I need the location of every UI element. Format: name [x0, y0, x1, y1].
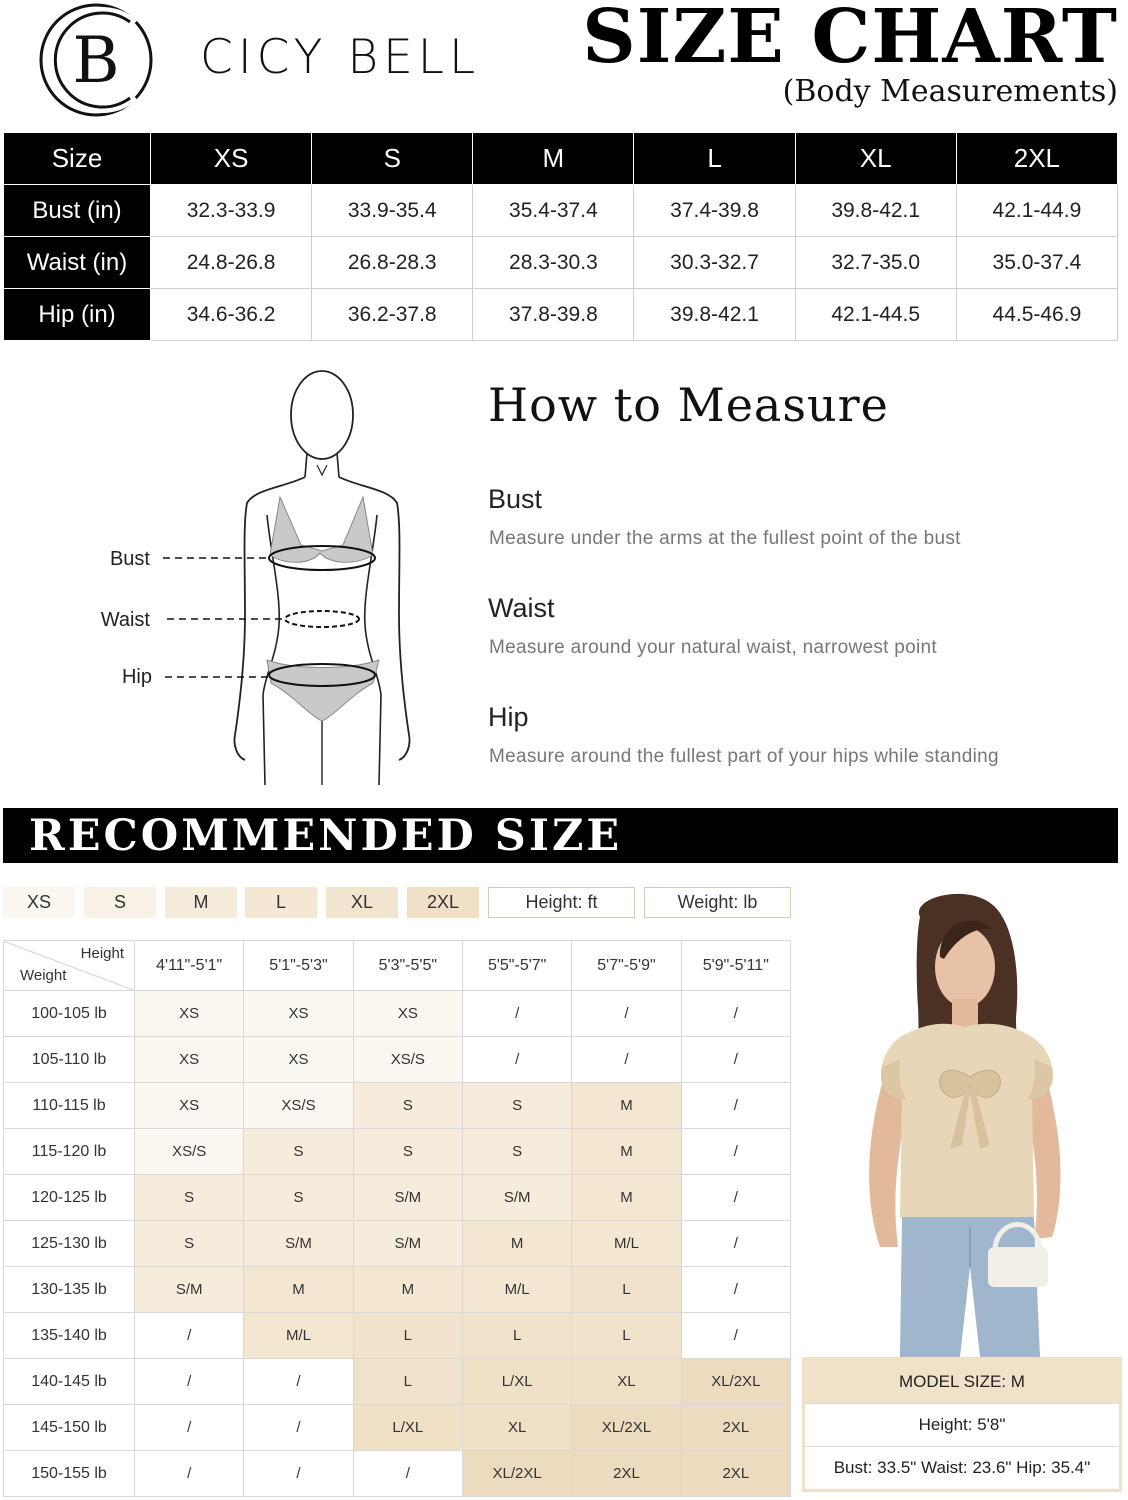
size-cell: /	[681, 1221, 790, 1267]
size-cell: S/M	[353, 1175, 462, 1221]
size-header: 2XL	[956, 133, 1117, 185]
measurement-cell: 32.7-35.0	[795, 237, 956, 289]
table-row	[4, 1175, 791, 1221]
legend-m: M	[165, 887, 237, 918]
size-cell: XL/2XL	[681, 1359, 790, 1405]
size-cell: /	[135, 1405, 244, 1451]
measurement-cell: 35.4-37.4	[473, 185, 634, 237]
size-cell: S	[353, 1129, 462, 1175]
size-cell: /	[244, 1405, 353, 1451]
waist-row	[4, 237, 1118, 289]
height-header: 5'1"-5'3"	[244, 941, 353, 991]
size-cell: /	[572, 1037, 681, 1083]
weight-label: 145-150 lb	[4, 1405, 135, 1451]
size-cell: M/L	[244, 1313, 353, 1359]
height-header: 5'7"-5'9"	[572, 941, 681, 991]
figure-label-bust: Bust	[109, 548, 150, 570]
height-header-row	[4, 941, 791, 991]
size-cell: XS/S	[353, 1037, 462, 1083]
size-header: XS	[151, 133, 312, 185]
row-label: Waist (in)	[4, 237, 151, 289]
how-to-measure-title: How to Measure	[488, 378, 889, 432]
size-cell: S	[244, 1129, 353, 1175]
measurement-cell: 24.8-26.8	[151, 237, 312, 289]
measurement-cell: 36.2-37.8	[312, 289, 473, 341]
measurement-cell: 39.8-42.1	[795, 185, 956, 237]
size-cell: XL/2XL	[462, 1451, 571, 1497]
row-label: Bust (in)	[4, 185, 151, 237]
measurement-cell: 28.3-30.3	[473, 237, 634, 289]
size-cell: S	[462, 1083, 571, 1129]
size-cell: L	[353, 1313, 462, 1359]
size-cell: M/L	[572, 1221, 681, 1267]
size-cell: L	[462, 1313, 571, 1359]
legend-s: S	[84, 887, 156, 918]
hip-row	[4, 289, 1118, 341]
size-cell: /	[681, 1083, 790, 1129]
size-cell: M	[353, 1267, 462, 1313]
size-cell: XL	[572, 1359, 681, 1405]
recommended-size-title: RECOMMENDED SIZE	[29, 811, 623, 861]
size-cell: XS/S	[135, 1129, 244, 1175]
size-cell: S	[135, 1175, 244, 1221]
table-row	[4, 991, 791, 1037]
size-header: XL	[795, 133, 956, 185]
measure-hip-desc: Measure around the fullest part of your hips while standing	[489, 746, 999, 767]
logo-letter: B	[72, 24, 120, 98]
figure-label-waist: Waist	[100, 609, 150, 631]
legend-2xl: 2XL	[407, 887, 479, 918]
table-row	[4, 1037, 791, 1083]
table-row	[4, 1451, 791, 1497]
size-header: S	[312, 133, 473, 185]
weight-label: 120-125 lb	[4, 1175, 135, 1221]
table-row	[4, 1359, 791, 1405]
size-cell: 2XL	[681, 1451, 790, 1497]
weight-label: 150-155 lb	[4, 1451, 135, 1497]
height-axis-label: Height	[80, 945, 124, 962]
legend-xl: XL	[326, 887, 398, 918]
size-cell: L	[572, 1267, 681, 1313]
weight-label: 100-105 lb	[4, 991, 135, 1037]
size-cell: XL	[462, 1405, 571, 1451]
size-cell: L	[353, 1359, 462, 1405]
recommended-size-table	[3, 940, 791, 1497]
table-row	[4, 1221, 791, 1267]
size-cell: XS	[244, 991, 353, 1037]
size-cell: /	[244, 1359, 353, 1405]
model-photo	[820, 887, 1120, 1357]
measure-waist-desc: Measure around your natural waist, narrowest point	[489, 637, 938, 658]
size-cell: L/XL	[462, 1359, 571, 1405]
figure-label-hip: Hip	[121, 666, 152, 688]
size-cell: S	[135, 1221, 244, 1267]
size-cell: XS/S	[244, 1083, 353, 1129]
size-chart-table	[3, 132, 1118, 341]
measure-waist-heading: Waist	[488, 593, 555, 623]
size-cell: S/M	[244, 1221, 353, 1267]
weight-axis-label: Weight	[20, 967, 67, 984]
size-cell: /	[462, 1037, 571, 1083]
measurement-cell: 26.8-28.3	[312, 237, 473, 289]
size-cell: L/XL	[353, 1405, 462, 1451]
size-cell: /	[681, 1175, 790, 1221]
height-header: 5'5"-5'7"	[462, 941, 571, 991]
size-cell: S/M	[353, 1221, 462, 1267]
size-cell: 2XL	[572, 1451, 681, 1497]
measure-bust-heading: Bust	[488, 484, 543, 514]
size-header: Size	[4, 133, 151, 185]
model-height: Height: 5'8"	[805, 1403, 1119, 1446]
size-cell: XL/2XL	[572, 1405, 681, 1451]
size-cell: /	[681, 991, 790, 1037]
height-header: 5'3"-5'5"	[353, 941, 462, 991]
corner-header	[4, 941, 135, 991]
size-cell: S/M	[135, 1267, 244, 1313]
brand-name: CICY BELL	[200, 30, 481, 85]
size-cell: /	[135, 1313, 244, 1359]
measurement-cell: 44.5-46.9	[956, 289, 1117, 341]
weight-label: 135-140 lb	[4, 1313, 135, 1359]
size-cell: XS	[353, 991, 462, 1037]
size-cell: /	[681, 1129, 790, 1175]
measurement-cell: 37.4-39.8	[634, 185, 795, 237]
table-row	[4, 1313, 791, 1359]
brand-logo	[38, 2, 156, 118]
size-cell: XS	[135, 1037, 244, 1083]
size-cell: XS	[135, 991, 244, 1037]
row-label: Hip (in)	[4, 289, 151, 341]
legend-xs: XS	[3, 887, 75, 918]
table-row	[4, 1129, 791, 1175]
size-cell: XS	[244, 1037, 353, 1083]
size-cell: S	[244, 1175, 353, 1221]
weight-label: 115-120 lb	[4, 1129, 135, 1175]
size-cell: M	[244, 1267, 353, 1313]
measurement-cell: 42.1-44.5	[795, 289, 956, 341]
size-cell: /	[135, 1451, 244, 1497]
size-cell: 2XL	[681, 1405, 790, 1451]
size-cell: M/L	[462, 1267, 571, 1313]
height-header: 4'11"-5'1"	[135, 941, 244, 991]
size-cell: /	[462, 991, 571, 1037]
size-cell: /	[135, 1359, 244, 1405]
legend-weight: Weight: lb	[644, 887, 791, 918]
size-cell: /	[681, 1313, 790, 1359]
weight-label: 125-130 lb	[4, 1221, 135, 1267]
size-cell: /	[572, 991, 681, 1037]
model-measurements: Bust: 33.5" Waist: 23.6" Hip: 35.4"	[805, 1446, 1119, 1489]
size-cell: M	[572, 1129, 681, 1175]
size-cell: S	[353, 1083, 462, 1129]
page-subtitle: (Body Measurements)	[782, 74, 1118, 109]
weight-label: 105-110 lb	[4, 1037, 135, 1083]
recommended-size-bar	[3, 808, 1118, 863]
size-cell: /	[681, 1037, 790, 1083]
size-header: M	[473, 133, 634, 185]
table-row	[4, 1083, 791, 1129]
size-cell: /	[353, 1451, 462, 1497]
weight-label: 110-115 lb	[4, 1083, 135, 1129]
bust-row	[4, 185, 1118, 237]
measurement-cell: 33.9-35.4	[312, 185, 473, 237]
measurement-cell: 39.8-42.1	[634, 289, 795, 341]
size-cell: M	[572, 1175, 681, 1221]
size-header: L	[634, 133, 795, 185]
measurement-cell: 42.1-44.9	[956, 185, 1117, 237]
size-cell: S	[462, 1129, 571, 1175]
measurement-cell: 37.8-39.8	[473, 289, 634, 341]
table-row	[4, 1267, 791, 1313]
table-row	[4, 1405, 791, 1451]
page-title: SIZE CHART	[582, 0, 1118, 80]
size-cell: XS	[135, 1083, 244, 1129]
size-cell: /	[681, 1267, 790, 1313]
weight-label: 140-145 lb	[4, 1359, 135, 1405]
size-cell: /	[244, 1451, 353, 1497]
measurement-cell: 32.3-33.9	[151, 185, 312, 237]
legend-height: Height: ft	[488, 887, 635, 918]
size-cell: M	[462, 1221, 571, 1267]
measure-bust-desc: Measure under the arms at the fullest point of the bust	[489, 528, 961, 549]
size-header-row	[4, 133, 1118, 185]
model-size-card	[802, 1357, 1122, 1492]
size-cell: L	[572, 1313, 681, 1359]
size-cell: M	[572, 1083, 681, 1129]
legend-l: L	[245, 887, 317, 918]
measure-hip-heading: Hip	[488, 702, 529, 732]
weight-label: 130-135 lb	[4, 1267, 135, 1313]
measurement-cell: 34.6-36.2	[151, 289, 312, 341]
model-size-label: MODEL SIZE: M	[805, 1360, 1119, 1403]
measurement-cell: 30.3-32.7	[634, 237, 795, 289]
size-cell: S/M	[462, 1175, 571, 1221]
body-measure-figure	[95, 365, 435, 790]
measurement-cell: 35.0-37.4	[956, 237, 1117, 289]
height-header: 5'9"-5'11"	[681, 941, 790, 991]
